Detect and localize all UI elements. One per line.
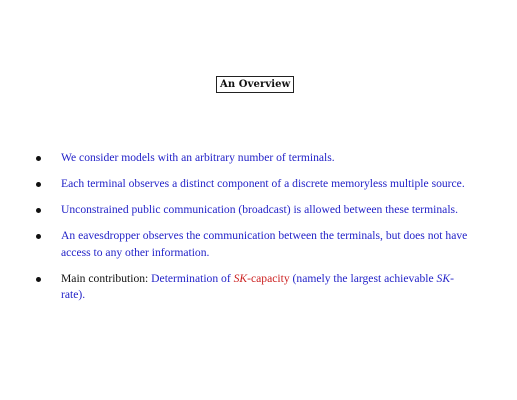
bullet-item	[36, 202, 476, 219]
slide-title: An Overview	[216, 76, 294, 93]
bullet-item-main-contribution	[36, 271, 476, 304]
contribution-part1: Determination of	[151, 271, 231, 285]
sk-math-2: SK	[436, 271, 451, 285]
bullet-item	[36, 228, 476, 261]
bullet-text: Unconstrained public communication (broadcast) is allowed between these terminals.	[61, 203, 458, 216]
contribution-part3: (namely the largest achievable	[292, 271, 434, 285]
bullet-icon	[36, 208, 41, 213]
bullet-text: An eavesdropper observes the communication between the terminals, but does not have access to any other information.	[61, 229, 468, 259]
bullet-list	[36, 150, 476, 313]
sk-capacity-label: -capacity	[247, 271, 290, 285]
bullet-icon	[36, 234, 41, 239]
bullet-item	[36, 176, 476, 193]
bullet-icon	[36, 156, 41, 161]
bullet-icon	[36, 182, 41, 187]
bullet-text: Each terminal observes a distinct component of a discrete memoryless multiple source.	[61, 177, 465, 190]
sk-rate-label: -rate).	[61, 271, 454, 301]
sk-math: SK	[233, 271, 248, 285]
bullet-icon	[36, 277, 41, 282]
bullet-item	[36, 150, 476, 167]
bullet-text: We consider models with an arbitrary number of terminals.	[61, 151, 335, 164]
contribution-lead: Main contribution:	[61, 271, 149, 285]
